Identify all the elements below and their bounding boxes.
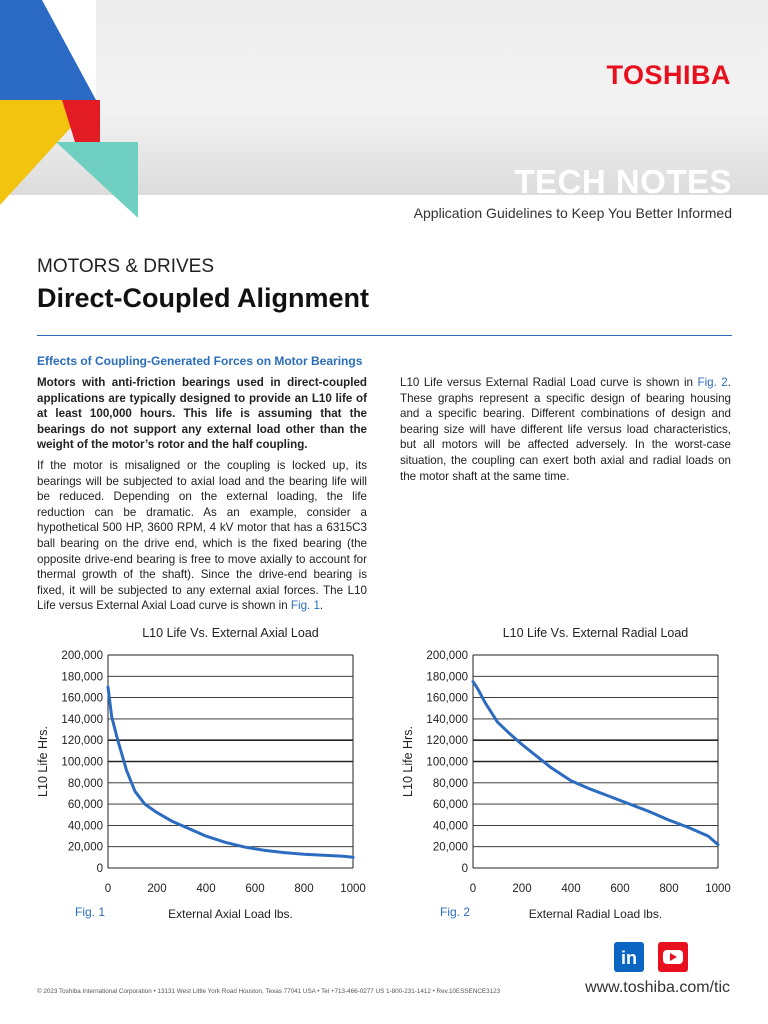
brand-logo: TOSHIBA bbox=[606, 60, 731, 90]
lead-paragraph: Motors with anti-friction bearings used in direct-coupled applications are typically designed to provide an L10 life of at least 100,000 hours. This life is assuming that the bearings do not support any external load other than the weight of the motor’s rotor and the half coupling. bbox=[37, 376, 367, 452]
paragraph-text: If the motor is misaligned or the coupling is locked up, its bearings will be subjected to axial load and the bearing life will be reduced. Depending on the external loading, the life reduction can be dramatic. As an example, consider a hypothetical 500 HP, 3600 RPM, 4 kV motor that has a 6315C3 ball bearing on the drive end, which is the fixed bearing (the opposite drive-end bearing is free to move axially to account for thermal growth of the shaft). Since the drive-end bearing is fixed, it will be subjected to any external axial forces. The L10 Life versus External Axial Load curve is shown in bbox=[37, 458, 367, 613]
x-axis-label: External Axial Load lbs. bbox=[168, 907, 293, 921]
y-tick-label: 0 bbox=[461, 863, 468, 875]
x-axis-label: External Radial Load lbs. bbox=[528, 907, 663, 921]
x-tick-label: 1000 bbox=[705, 883, 731, 895]
y-tick-label: 100,000 bbox=[426, 756, 468, 769]
linkedin-button[interactable] bbox=[614, 942, 644, 972]
x-tick-label: 800 bbox=[659, 883, 679, 895]
tagline: Application Guidelines to Keep You Better Informed bbox=[413, 205, 732, 221]
youtube-icon bbox=[658, 942, 688, 972]
y-axis-label: L10 Life Hrs. bbox=[36, 726, 50, 797]
x-tick-label: 400 bbox=[561, 883, 581, 895]
y-tick-label: 200,000 bbox=[426, 650, 468, 662]
paragraph-start: L10 Life versus External Radial Load curve is shown in bbox=[400, 376, 698, 389]
body-paragraph bbox=[37, 458, 367, 614]
y-tick-label: 80,000 bbox=[432, 777, 468, 790]
y-tick-label: 120,000 bbox=[61, 735, 103, 748]
y-tick-label: 160,000 bbox=[426, 692, 468, 705]
y-tick-label: 40,000 bbox=[432, 820, 468, 833]
decorative-graphic-icon bbox=[0, 0, 200, 230]
y-tick-label: 160,000 bbox=[61, 692, 103, 705]
x-tick-label: 800 bbox=[294, 883, 314, 895]
website-link[interactable]: www.toshiba.com/tic bbox=[585, 979, 730, 996]
legal-text: © 2023 Toshiba International Corporation • 13131 West Little York Road Houston, Texas 77041 USA • Tel +713-466-0277 US 1-800-231-1412 • Rev.10ESSENCE3123 bbox=[37, 988, 501, 995]
x-tick-label: 200 bbox=[147, 883, 167, 895]
right-column bbox=[400, 375, 731, 489]
y-tick-label: 140,000 bbox=[426, 713, 468, 726]
section-heading: Effects of Coupling-Generated Forces on Motor Bearings bbox=[37, 354, 363, 368]
y-tick-label: 60,000 bbox=[67, 799, 103, 812]
fig-1-caption: Fig. 1 bbox=[75, 905, 106, 919]
y-tick-label: 120,000 bbox=[426, 735, 468, 748]
paragraph-text-2: . These graphs represent a specific design of bearing housing and a specific bearing. Different combinations of design and bearing size will have different life versus load characteristics, but all motors will be affected adversely. In the worst-case situation, the coupling can exert both axial and radial loads on the motor shaft at the same time. bbox=[400, 376, 731, 483]
left-column bbox=[37, 375, 367, 619]
series-line bbox=[108, 687, 353, 857]
series-line bbox=[473, 682, 718, 845]
x-tick-label: 0 bbox=[104, 883, 112, 895]
linkedin-icon bbox=[614, 942, 644, 972]
fig-2-caption: Fig. 2 bbox=[440, 905, 471, 919]
y-tick-label: 20,000 bbox=[67, 841, 103, 854]
x-tick-label: 1000 bbox=[340, 883, 366, 895]
x-tick-label: 400 bbox=[196, 883, 216, 895]
y-tick-label: 60,000 bbox=[432, 799, 468, 812]
fig-1-link[interactable]: Fig. 1 bbox=[290, 599, 320, 613]
x-tick-label: 200 bbox=[512, 883, 532, 895]
y-tick-label: 180,000 bbox=[61, 671, 103, 684]
teal-shape bbox=[56, 142, 138, 218]
y-tick-label: 40,000 bbox=[67, 820, 103, 833]
y-tick-label: 140,000 bbox=[61, 713, 103, 726]
y-tick-label: 0 bbox=[96, 863, 103, 875]
y-tick-label: 20,000 bbox=[432, 841, 468, 854]
y-axis-label: L10 Life Hrs. bbox=[401, 726, 415, 797]
youtube-button[interactable] bbox=[658, 942, 688, 972]
y-tick-label: 80,000 bbox=[67, 777, 103, 790]
page-title: Direct-Coupled Alignment bbox=[37, 283, 370, 313]
x-tick-label: 600 bbox=[245, 883, 265, 895]
banner-title: TECH NOTES bbox=[514, 163, 732, 200]
category-label: MOTORS & DRIVES bbox=[37, 256, 215, 277]
y-tick-label: 200,000 bbox=[61, 650, 103, 662]
fig-2-link[interactable]: Fig. 2 bbox=[697, 376, 728, 389]
chart-title: L10 Life Vs. External Radial Load bbox=[502, 626, 689, 640]
paragraph-end: . bbox=[319, 599, 324, 613]
divider bbox=[37, 335, 732, 336]
x-tick-label: 0 bbox=[469, 883, 477, 895]
x-tick-label: 600 bbox=[610, 883, 630, 895]
linkedin-label: in bbox=[621, 948, 637, 968]
y-tick-label: 100,000 bbox=[61, 756, 103, 769]
y-tick-label: 180,000 bbox=[426, 671, 468, 684]
chart-title: L10 Life Vs. External Axial Load bbox=[142, 626, 319, 640]
body-paragraph-2 bbox=[400, 375, 731, 484]
